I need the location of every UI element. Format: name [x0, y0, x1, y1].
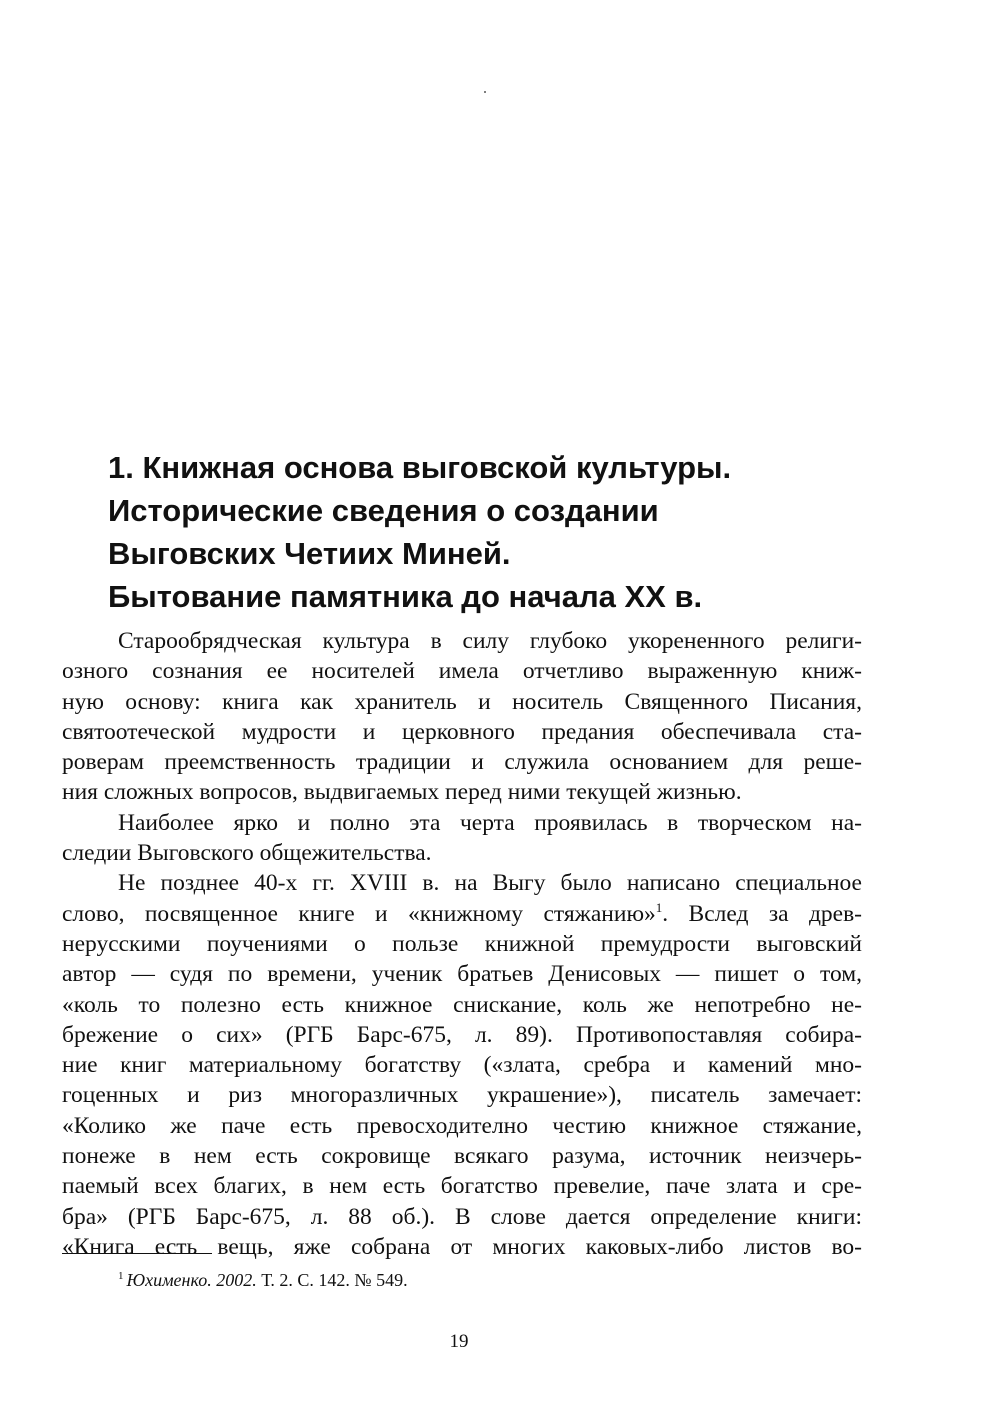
text-line: ния сложных вопросов, выдвигаемых перед ними текущей жизнью. — [62, 779, 742, 806]
text-line: «Книга есть вещь, яже собрана от многих каковых-либо листов во- — [62, 1233, 862, 1260]
chapter-title-line: Выговских Четиих Миней. — [108, 536, 511, 571]
text-fragment: . Вслед за древ- — [662, 900, 862, 927]
text-line: гоценных и риз многоразличных украшение»), писатель замечает: — [62, 1082, 862, 1109]
chapter-title-line: 1. Книжная основа выговской культуры. — [108, 450, 732, 485]
page-number: 19 — [449, 1331, 469, 1352]
text-line: «коль то полезно есть книжное снискание, коль же непотребно не- — [62, 991, 862, 1018]
chapter-title-line: Исторические сведения о создании — [108, 493, 659, 528]
text-line-with-footnote — [62, 899, 862, 929]
paragraph — [62, 808, 862, 869]
text-line: Старообрядческая культура в силу глубоко укорененного религи- — [118, 628, 862, 654]
text-line: святоотеческой мудрости и церковного предания обеспечивала ста- — [62, 718, 862, 745]
text-line: бра» (РГБ Барс-675, л. 88 об.). В слове дается определение книги: — [62, 1203, 862, 1230]
footnote-reference[interactable]: 1 — [655, 899, 663, 915]
text-fragment: слово, посвященное книге и «книжному стяжанию» — [62, 900, 656, 927]
text-line: нерусскими поучениями о пользе книжной премудрости выговский — [62, 930, 862, 957]
text-line: автор — судя по времени, ученик братьев Денисовых — пишет о том, — [62, 961, 862, 988]
text-line: паемый всех благих, в нем есть богатство превелие, паче злата и сре- — [62, 1173, 862, 1200]
footnote-year: 2002. — [216, 1270, 257, 1290]
chapter-title — [108, 446, 868, 618]
text-line: Не позднее 40-х гг. XVIII в. на Выгу было написано специальное — [118, 870, 862, 897]
footnote-divider — [62, 1253, 212, 1254]
text-line: ние книг материальному богатству («злата, сребра и камений мно- — [62, 1052, 862, 1079]
footnote-citation: Т. 2. С. 142. № 549. — [261, 1270, 408, 1290]
paragraph — [62, 626, 862, 808]
text-line: роверам преемственность традиции и служила основанием для реше- — [62, 749, 862, 776]
chapter-title-line: Бытование памятника до начала XX в. — [108, 579, 703, 614]
text-line: ную основу: книга как хранитель и носитель Священного Писания, — [62, 688, 862, 715]
paragraph — [62, 868, 862, 1262]
text-line: «Колико же паче есть превосходително честию книжное стяжание, — [62, 1112, 862, 1139]
body-text — [62, 626, 862, 1262]
footnote — [118, 1268, 408, 1292]
text-line: следии Выговского общежительства. — [62, 840, 432, 867]
text-line: Наиболее ярко и полно эта черта проявилась в творческом на- — [118, 809, 862, 836]
text-line: брежение о сих» (РГБ Барс-675, л. 89). Противопоставляя собира- — [62, 1021, 862, 1048]
scan-speck — [484, 91, 486, 93]
footnote-number: 1 — [118, 1270, 124, 1282]
text-line: озного сознания ее носителей имела отчетливо выраженную книж- — [62, 658, 862, 685]
text-line: понеже в нем есть сокровище всякаго разума, источник неизчерь- — [62, 1143, 862, 1170]
footnote-author: Юхименко. — [126, 1270, 212, 1290]
